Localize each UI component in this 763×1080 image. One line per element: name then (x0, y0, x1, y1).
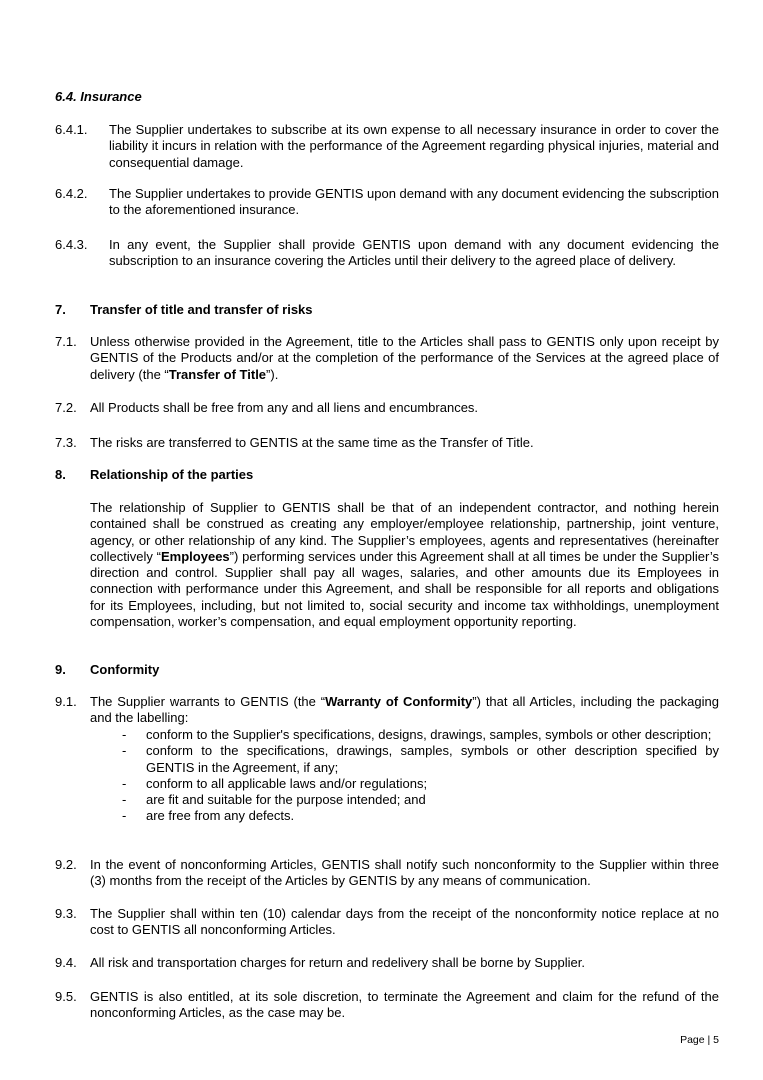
clause-number: 9.1. (55, 694, 77, 709)
clause-number: 9.5. (55, 989, 77, 1004)
clause-number: 9.3. (55, 906, 77, 921)
clause-number: 9.2. (55, 857, 77, 872)
clause-number: 7.3. (55, 435, 77, 450)
clause-text: Unless otherwise provided in the Agreement, title to the Articles shall pass to GENTIS only upon receipt by GENTIS of the Products and/or at the completion of the performance of the Services at the agreed place of delivery (the “Transfer of Title”). (90, 334, 719, 382)
section-number: 9. (55, 662, 66, 677)
clause-number: 7.1. (55, 334, 77, 349)
defined-term: Transfer of Title (168, 366, 267, 382)
page-number: Page | 5 (680, 1034, 719, 1046)
clause-number: 6.4.1. (55, 122, 88, 137)
defined-term: Employees (161, 548, 230, 564)
clause-number: 6.4.2. (55, 186, 88, 201)
clause-text: The risks are transferred to GENTIS at the same time as the Transfer of Title. (90, 435, 534, 450)
section-number: 7. (55, 302, 66, 317)
list-item: - conform to the specifications, drawings, samples, symbols or other description specified by GENTIS in the Agreement, if any; (122, 743, 719, 775)
list-item: - conform to all applicable laws and/or regulations; (122, 775, 428, 791)
section-paragraph: The relationship of Supplier to GENTIS shall be that of an independent contractor, and nothing herein contained shall be construed as creating any employer/employee relationship, partnership, joint venture, agency, or other relationship of any kind. The Supplier’s employees, agents and representatives (hereinafter collectively “Employees”) performing services under this Agreement shall at all times be under the Supplier’s direction and control. Supplier shall pay all wages, salaries, and other amounts due its Employees in connection with performance under this Agreement, and shall be responsible for all reports and obligations for its Employees, including, but not limited to, social security and income tax withholdings, unemployment compensation, worker’s compensation, and equal employment opportunity reporting. (90, 500, 719, 630)
section-title: Relationship of the parties (90, 467, 254, 482)
list-item: - conform to the Supplier's specifications, designs, drawings, samples, symbols or other description; (122, 727, 712, 742)
clause-text: The Supplier undertakes to provide GENTIS upon demand with any document evidencing the subscription to the aforementioned insurance. (109, 186, 719, 218)
clause-text: GENTIS is also entitled, at its sole discretion, to terminate the Agreement and claim for the refund of the nonconforming Articles, as the case may be. (90, 989, 719, 1021)
list-item: - are free from any defects. (122, 808, 295, 824)
clause-text: All Products shall be free from any and all liens and encumbrances. (90, 400, 479, 415)
clause-number: 9.4. (55, 955, 77, 970)
clause-text: The Supplier warrants to GENTIS (the “Warranty of Conformity”) that all Articles, including the packaging and the labelling: (90, 694, 719, 726)
clause-text: In the event of nonconforming Articles, GENTIS shall notify such nonconformity to the Supplier within three (3) months from the receipt of the Articles by GENTIS by any means of communication. (90, 857, 719, 889)
section-number: 8. (55, 467, 66, 482)
clause-text: The Supplier shall within ten (10) calendar days from the receipt of the nonconformity notice replace at no cost to GENTIS all nonconforming Articles. (90, 906, 719, 938)
bullet-list (122, 727, 719, 825)
clause-number: 6.4.3. (55, 237, 88, 252)
section-heading-6-4: 6.4. Insurance (55, 89, 142, 104)
clause-number: 7.2. (55, 400, 77, 415)
defined-term: Warranty of Conformity (325, 694, 473, 709)
list-item: - are fit and suitable for the purpose intended; and (122, 792, 426, 808)
section-title: Conformity (90, 662, 160, 677)
clause-text: All risk and transportation charges for return and redelivery shall be borne by Supplier. (90, 955, 585, 970)
clause-text: The Supplier undertakes to subscribe at its own expense to all necessary insurance in order to cover the liability it incurs in relation with the performance of the Agreement regarding physical injuries, material and consequential damage. (109, 122, 719, 170)
section-title: Transfer of title and transfer of risks (90, 302, 313, 317)
clause-text: In any event, the Supplier shall provide GENTIS upon demand with any document evidencing the subscription to an insurance covering the Articles until their delivery to the agreed place of delivery. (109, 237, 719, 269)
